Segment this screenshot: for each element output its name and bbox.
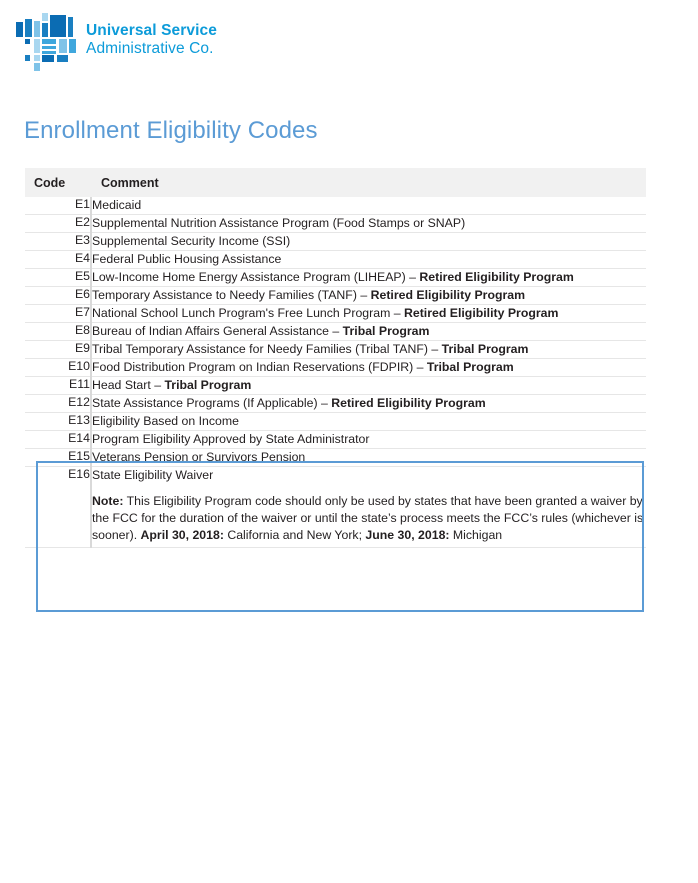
comment-emphasis: Tribal Program	[426, 359, 514, 374]
comment-text: Bureau of Indian Affairs General Assistance –	[92, 323, 343, 338]
comment-text: State Eligibility Waiver	[92, 467, 214, 482]
column-header-comment: Comment	[91, 168, 646, 197]
cell-comment	[91, 304, 646, 322]
cell-comment	[91, 376, 646, 394]
comment-emphasis: Retired Eligibility Program	[331, 395, 486, 410]
table-row	[25, 376, 646, 394]
comment-text: Low-Income Home Energy Assistance Program (LIHEAP) –	[92, 269, 420, 284]
comment-emphasis: Tribal Program	[441, 341, 529, 356]
table-row	[25, 466, 646, 547]
brand-name	[86, 22, 217, 59]
comment-emphasis: Retired Eligibility Program	[370, 287, 526, 302]
cell-comment	[91, 466, 646, 547]
table-row	[25, 304, 646, 322]
cell-code: E8	[25, 322, 91, 340]
table-row	[25, 448, 646, 466]
cell-code: E7	[25, 304, 91, 322]
table-header-row	[25, 168, 646, 197]
cell-comment	[91, 412, 646, 430]
cell-code: E10	[25, 358, 91, 376]
comment-text: Program Eligibility Approved by State Administrator	[92, 431, 370, 446]
cell-comment	[91, 322, 646, 340]
note-body-1: This Eligibility Program code should only be used by states that have been granted a waiver by the FCC for the duration of the waiver or until the state’s process meets the FCC’s rules (whichever is sooner).	[92, 493, 644, 543]
column-header-code: Code	[25, 168, 91, 197]
cell-comment	[91, 286, 646, 304]
comment-text: Federal Public Housing Assistance	[92, 251, 282, 266]
comment-emphasis: Tribal Program	[164, 377, 252, 392]
brand-line-2: Administrative Co.	[86, 40, 214, 58]
cell-code: E5	[25, 268, 91, 286]
cell-code: E11	[25, 376, 91, 394]
table-row	[25, 358, 646, 376]
comment-text: Tribal Temporary Assistance for Needy Families (Tribal TANF) –	[92, 341, 442, 356]
comment-text: Supplemental Nutrition Assistance Program (Food Stamps or SNAP)	[92, 215, 466, 230]
comment-text: Eligibility Based on Income	[92, 413, 239, 428]
cell-comment	[91, 448, 646, 466]
cell-comment	[91, 197, 646, 214]
cell-code: E9	[25, 340, 91, 358]
note-body-2: California and New York;	[223, 528, 366, 543]
cell-comment	[91, 358, 646, 376]
note-date-2: June 30, 2018:	[365, 528, 450, 543]
cell-comment	[91, 232, 646, 250]
table-header	[25, 168, 646, 197]
cell-comment	[91, 340, 646, 358]
usac-pixel-logo-icon	[14, 10, 86, 72]
table-row	[25, 430, 646, 448]
brand-line-1: Universal Service	[86, 22, 217, 39]
table-row	[25, 412, 646, 430]
cell-code: E6	[25, 286, 91, 304]
comment-emphasis: Tribal Program	[342, 323, 430, 338]
table-row	[25, 394, 646, 412]
comment-text: Temporary Assistance to Needy Families (TANF) –	[92, 287, 371, 302]
eligibility-codes-table	[25, 168, 646, 548]
cell-code: E1	[25, 197, 91, 214]
brand-logo	[14, 10, 414, 80]
table-row	[25, 232, 646, 250]
table-body	[25, 197, 646, 547]
page-title: Enrollment Eligibility Codes	[24, 117, 318, 144]
table-row	[25, 214, 646, 232]
comment-text: State Assistance Programs (If Applicable) –	[92, 395, 332, 410]
cell-comment	[91, 394, 646, 412]
table-row	[25, 322, 646, 340]
cell-comment	[91, 268, 646, 286]
table-row	[25, 286, 646, 304]
comment-text: Supplemental Security Income (SSI)	[92, 233, 291, 248]
cell-code: E14	[25, 430, 91, 448]
comment-text: Veterans Pension or Survivors Pension	[92, 449, 306, 464]
table-row	[25, 340, 646, 358]
eligibility-waiver-note	[92, 493, 646, 545]
cell-code: E16	[25, 466, 91, 547]
note-date-1: April 30, 2018:	[140, 528, 224, 543]
comment-emphasis: Retired Eligibility Program	[419, 269, 574, 284]
note-body-3: Michigan	[449, 528, 503, 543]
table-row	[25, 250, 646, 268]
table-row	[25, 268, 646, 286]
cell-comment	[91, 214, 646, 232]
cell-code: E4	[25, 250, 91, 268]
cell-comment	[91, 250, 646, 268]
cell-code: E12	[25, 394, 91, 412]
note-label: Note:	[92, 493, 124, 508]
comment-emphasis: Retired Eligibility Program	[403, 305, 559, 320]
comment-text: Food Distribution Program on Indian Reservations (FDPIR) –	[92, 359, 427, 374]
comment-text: Head Start –	[92, 377, 165, 392]
cell-code: E15	[25, 448, 91, 466]
cell-code: E13	[25, 412, 91, 430]
eligibility-codes-table-wrapper	[25, 168, 646, 548]
comment-text: Medicaid	[92, 198, 142, 212]
table-row	[25, 197, 646, 214]
cell-code: E3	[25, 232, 91, 250]
comment-text: National School Lunch Program's Free Lunch Program –	[92, 305, 404, 320]
cell-comment	[91, 430, 646, 448]
cell-code: E2	[25, 214, 91, 232]
